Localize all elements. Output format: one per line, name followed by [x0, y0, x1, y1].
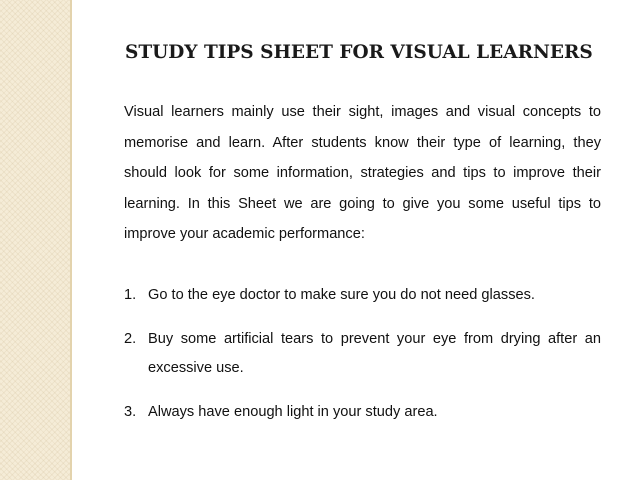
list-item-number: 2.: [124, 331, 137, 347]
list-item-text: Always have enough light in your study area.: [148, 404, 438, 420]
intro-paragraph: Visual learners mainly use their sight, images and visual concepts to memorise and learn. After students know their type of learning, they should look for some information, strategies and tips to improve their learning. In this Sheet we are going to give you some useful tips to improve your academic performance:: [124, 104, 601, 242]
list-item-text: Go to the eye doctor to make sure you do not need glasses.: [148, 287, 535, 303]
page-title: STUDY TIPS SHEET FOR VISUAL LEARNERS: [125, 42, 593, 63]
list-item-text: Buy some artificial tears to prevent your eye from drying after an excessive use.: [148, 331, 601, 376]
list-item-number: 1.: [124, 287, 137, 303]
list-item: [124, 398, 601, 427]
list-item: [124, 281, 601, 310]
tips-list: [124, 281, 601, 427]
list-item-number: 3.: [124, 404, 137, 420]
decorative-side-band: [0, 0, 70, 480]
side-band-divider: [70, 0, 72, 480]
list-item: [124, 325, 601, 383]
